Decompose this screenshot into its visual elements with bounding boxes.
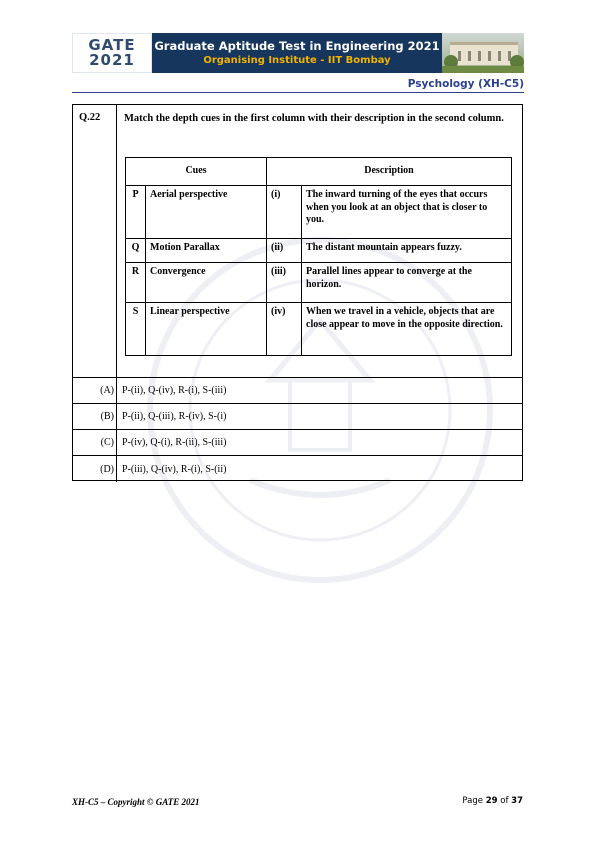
page-current: 29 (485, 796, 498, 806)
description-header: Description (267, 158, 512, 186)
campus-building-image (442, 33, 524, 73)
table-row (126, 303, 512, 356)
description-number: (iii) (267, 263, 302, 303)
footer-page-number (462, 796, 523, 806)
option-label: (B) (73, 404, 117, 429)
logo-text-gate: GATE (88, 36, 136, 54)
question-text: Match the depth cues in the first column with their description in the second column. (124, 113, 504, 124)
description-text: The distant mountain appears fuzzy. (302, 239, 512, 263)
cue-name: Aerial perspective (146, 186, 267, 239)
option-label: (A) (73, 378, 117, 403)
option-text: P-(ii), Q-(iv), R-(i), S-(iii) (122, 385, 227, 396)
option-a[interactable] (73, 378, 522, 404)
paper-subject: Psychology (XH-C5) (407, 78, 524, 90)
cues-header: Cues (126, 158, 267, 186)
page-prefix: Page (462, 796, 483, 806)
header-rule (72, 92, 524, 93)
option-text: P-(iv), Q-(i), R-(ii), S-(iii) (122, 437, 227, 448)
option-b[interactable] (73, 404, 522, 430)
table-row (126, 263, 512, 303)
option-label: (C) (73, 430, 117, 455)
page-of: of (500, 796, 509, 806)
description-number: (iv) (267, 303, 302, 356)
cue-letter: P (126, 186, 146, 239)
match-table-header (126, 158, 512, 186)
page-total: 37 (511, 796, 523, 806)
description-number: (ii) (267, 239, 302, 263)
description-text: Parallel lines appear to converge at the horizon. (302, 263, 512, 303)
gate-header-banner (72, 33, 524, 73)
cue-name: Motion Parallax (146, 239, 267, 263)
description-text: When we travel in a vehicle, objects that are close appear to move in the opposite direction. (302, 303, 512, 356)
cue-letter: Q (126, 239, 146, 263)
organising-institute: Organising Institute - IIT Bombay (203, 55, 391, 66)
footer-copyright: XH-C5 – Copyright © GATE 2021 (72, 797, 200, 807)
option-d[interactable] (73, 456, 522, 482)
table-row (126, 186, 512, 239)
exam-title: Graduate Aptitude Test in Engineering 2021 (154, 39, 440, 53)
logo-text-year: 2021 (89, 51, 135, 69)
option-label: (D) (73, 456, 117, 482)
cue-name: Linear perspective (146, 303, 267, 356)
option-text: P-(iii), Q-(iv), R-(i), S-(ii) (122, 463, 227, 475)
match-table (125, 157, 512, 356)
description-number: (i) (267, 186, 302, 239)
description-text: The inward turning of the eyes that occurs when you look at an object that is closer to you. (302, 186, 512, 239)
cue-letter: R (126, 263, 146, 303)
question-number: Q.22 (79, 112, 101, 123)
question-frame (72, 104, 523, 481)
table-row (126, 239, 512, 263)
cue-letter: S (126, 303, 146, 356)
option-c[interactable] (73, 430, 522, 456)
option-text: P-(ii), Q-(iii), R-(iv), S-(i) (122, 411, 227, 422)
gate-logo (72, 33, 152, 73)
cue-name: Convergence (146, 263, 267, 303)
